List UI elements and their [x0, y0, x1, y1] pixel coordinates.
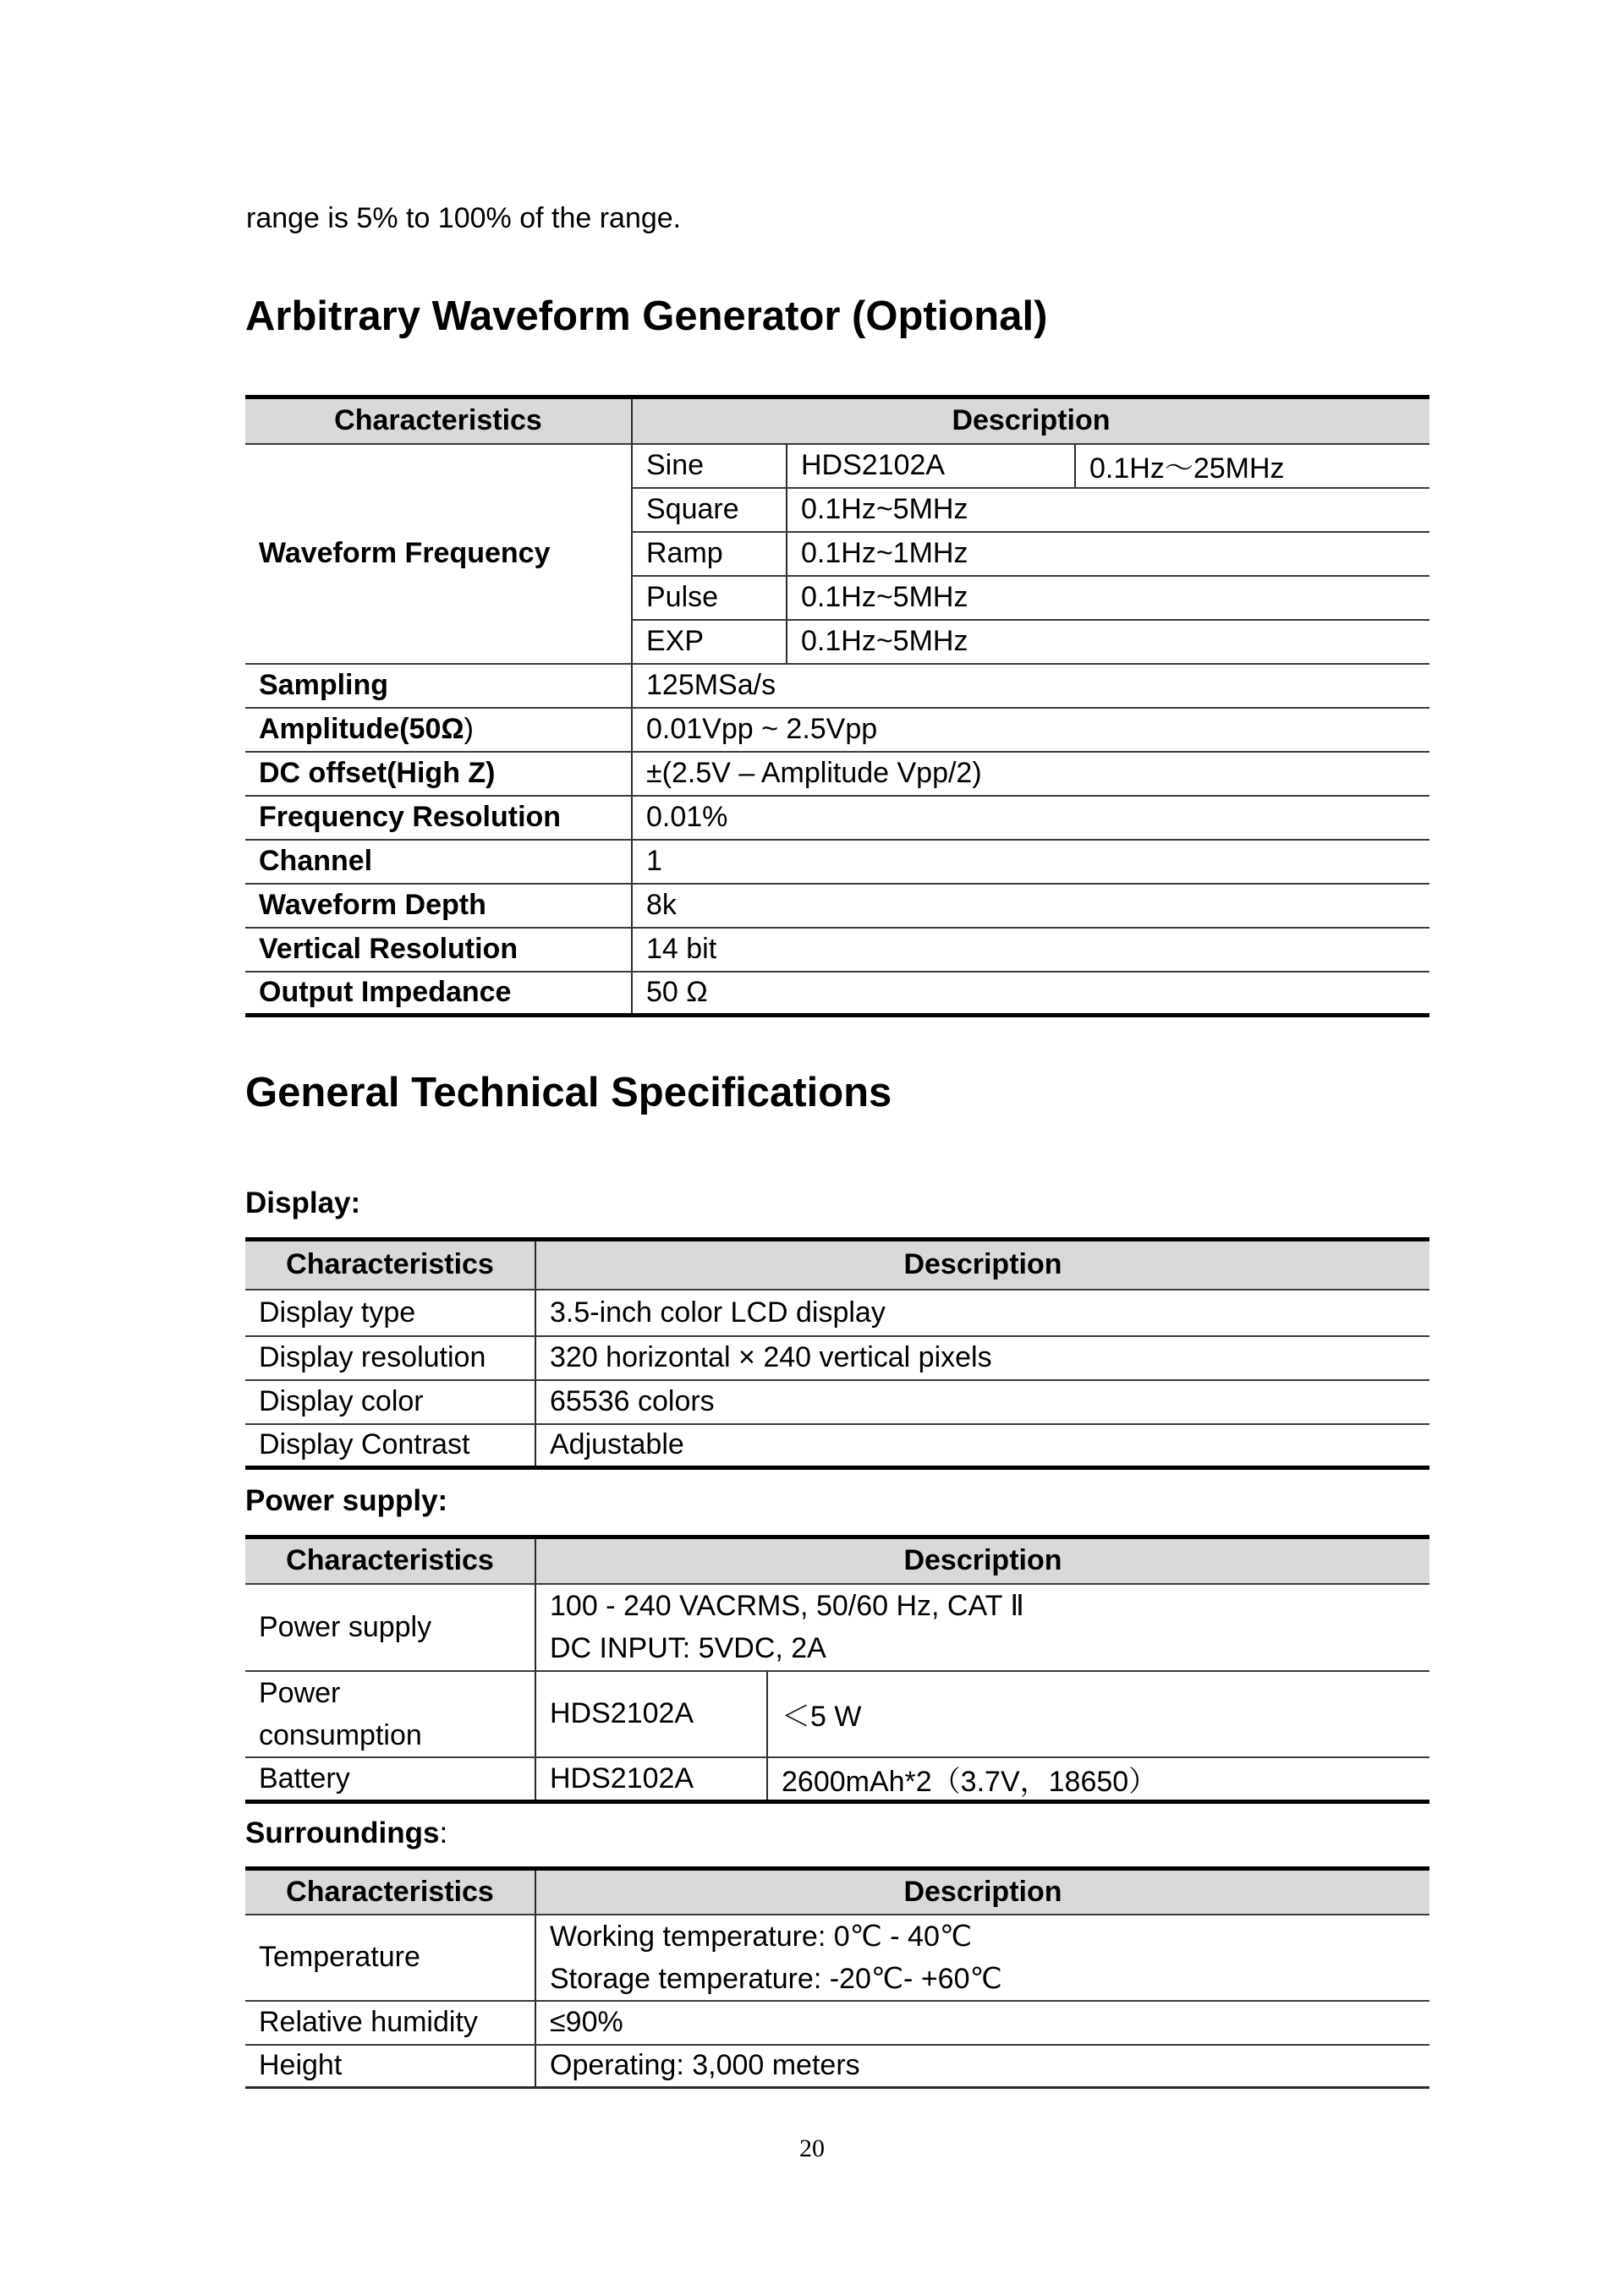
general-heading: General Technical Specifications	[245, 1070, 892, 1115]
power-spec-table	[245, 1535, 1429, 1804]
spec-label: Power supply	[245, 1584, 535, 1671]
table-row	[245, 840, 1429, 884]
table-row	[245, 708, 1429, 752]
table-row	[245, 444, 1429, 488]
table-row	[245, 2001, 1429, 2045]
spec-value	[535, 1584, 1429, 1671]
power-consumption-label-2: consumption	[259, 1718, 422, 1751]
spec-value: ±(2.5V – Amplitude Vpp/2)	[632, 752, 1429, 796]
table-row	[245, 752, 1429, 796]
table-row	[245, 1380, 1429, 1424]
header-description: Description	[535, 1240, 1429, 1290]
waveform-type: Pulse	[632, 576, 787, 620]
spec-label: Waveform Depth	[245, 884, 632, 928]
spec-value: ＜5 W	[767, 1671, 1429, 1757]
table-header-row	[245, 1240, 1429, 1290]
surroundings-section-title	[245, 1818, 447, 1848]
working-temperature: Working temperature: 0℃ - 40℃	[550, 1920, 973, 1953]
waveform-type: EXP	[632, 620, 787, 664]
spec-label: Channel	[245, 840, 632, 884]
display-section-title: Display:	[245, 1186, 361, 1219]
spec-label: Output Impedance	[245, 972, 632, 1016]
table-row	[245, 928, 1429, 972]
spec-model: HDS2102A	[535, 1757, 767, 1802]
table-row	[245, 1584, 1429, 1671]
spec-value: 3.5-inch color LCD display	[535, 1290, 1429, 1336]
spec-label: Display color	[245, 1380, 535, 1424]
awg-heading: Arbitrary Waveform Generator (Optional)	[245, 293, 1048, 339]
spec-value: 0.01%	[632, 796, 1429, 840]
table-row	[245, 1915, 1429, 2001]
table-row	[245, 1424, 1429, 1468]
table-row	[245, 796, 1429, 840]
waveform-value: 0.1Hz~5MHz	[787, 576, 1429, 620]
spec-value: 320 horizontal × 240 vertical pixels	[535, 1336, 1429, 1380]
header-characteristics: Characteristics	[245, 1537, 535, 1584]
spec-label: Sampling	[245, 664, 632, 708]
table-row	[245, 1757, 1429, 1802]
spec-value: 2600mAh*2（3.7V，18650）	[767, 1757, 1429, 1802]
spec-label: Frequency Resolution	[245, 796, 632, 840]
spec-label: Temperature	[245, 1915, 535, 2001]
power-consumption-label-1: Power	[259, 1676, 341, 1709]
display-spec-table	[245, 1237, 1429, 1470]
waveform-value: 0.1Hz~5MHz	[787, 488, 1429, 532]
spec-label: Relative humidity	[245, 2001, 535, 2045]
spec-value: 8k	[632, 884, 1429, 928]
header-description: Description	[535, 1869, 1429, 1915]
waveform-type: Sine	[632, 444, 787, 488]
header-description: Description	[632, 397, 1429, 444]
spec-value: 14 bit	[632, 928, 1429, 972]
waveform-frequency-label: Waveform Frequency	[245, 444, 632, 664]
header-characteristics: Characteristics	[245, 1240, 535, 1290]
header-description: Description	[535, 1537, 1429, 1584]
power-supply-line-1: 100 - 240 VACRMS, 50/60 Hz, CAT Ⅱ	[550, 1590, 1024, 1622]
spec-value: Operating: 3,000 meters	[535, 2045, 1429, 2088]
storage-temperature: Storage temperature: -20℃- +60℃	[550, 1962, 1002, 1995]
table-header-row	[245, 397, 1429, 444]
spec-value: 125MSa/s	[632, 664, 1429, 708]
power-supply-line-2: DC INPUT: 5VDC, 2A	[550, 1632, 826, 1664]
waveform-value: 0.1Hz~1MHz	[787, 532, 1429, 576]
page-number: 20	[799, 2134, 825, 2162]
surroundings-title-colon: :	[439, 1817, 448, 1849]
table-row	[245, 1671, 1429, 1757]
table-row	[245, 884, 1429, 928]
waveform-value: 0.1Hz~5MHz	[787, 620, 1429, 664]
table-row	[245, 972, 1429, 1016]
waveform-model: HDS2102A	[787, 444, 1075, 488]
spec-label: DC offset(High Z)	[245, 752, 632, 796]
spec-label: Display resolution	[245, 1336, 535, 1380]
table-row	[245, 1290, 1429, 1336]
spec-label: Battery	[245, 1757, 535, 1802]
spec-label: Vertical Resolution	[245, 928, 632, 972]
surroundings-spec-table	[245, 1866, 1429, 2089]
spec-value: ≤90%	[535, 2001, 1429, 2045]
spec-value: 0.01Vpp ~ 2.5Vpp	[632, 708, 1429, 752]
table-row	[245, 2045, 1429, 2088]
header-characteristics: Characteristics	[245, 397, 632, 444]
spec-value: 50 Ω	[632, 972, 1429, 1016]
surroundings-title-text: Surroundings	[245, 1817, 440, 1849]
spec-value: 1	[632, 840, 1429, 884]
waveform-type: Square	[632, 488, 787, 532]
table-header-row	[245, 1869, 1429, 1915]
spec-model: HDS2102A	[535, 1671, 767, 1757]
table-row	[245, 664, 1429, 708]
spec-label	[245, 708, 632, 752]
waveform-value: 0.1Hz～25MHz	[1075, 444, 1429, 488]
spec-value	[535, 1915, 1429, 2001]
table-row	[245, 1336, 1429, 1380]
spec-label: Display type	[245, 1290, 535, 1336]
waveform-type: Ramp	[632, 532, 787, 576]
power-section-title: Power supply:	[245, 1484, 448, 1517]
spec-value: Adjustable	[535, 1424, 1429, 1468]
spec-label: Height	[245, 2045, 535, 2088]
spec-label	[245, 1671, 535, 1757]
awg-spec-table	[245, 395, 1429, 1017]
spec-value: 65536 colors	[535, 1380, 1429, 1424]
spec-label-suffix: )	[464, 713, 474, 745]
spec-label: Display Contrast	[245, 1424, 535, 1468]
table-header-row	[245, 1537, 1429, 1584]
spec-label-text: Amplitude(50Ω	[259, 713, 464, 745]
header-characteristics: Characteristics	[245, 1869, 535, 1915]
intro-text: range is 5% to 100% of the range.	[246, 202, 682, 234]
